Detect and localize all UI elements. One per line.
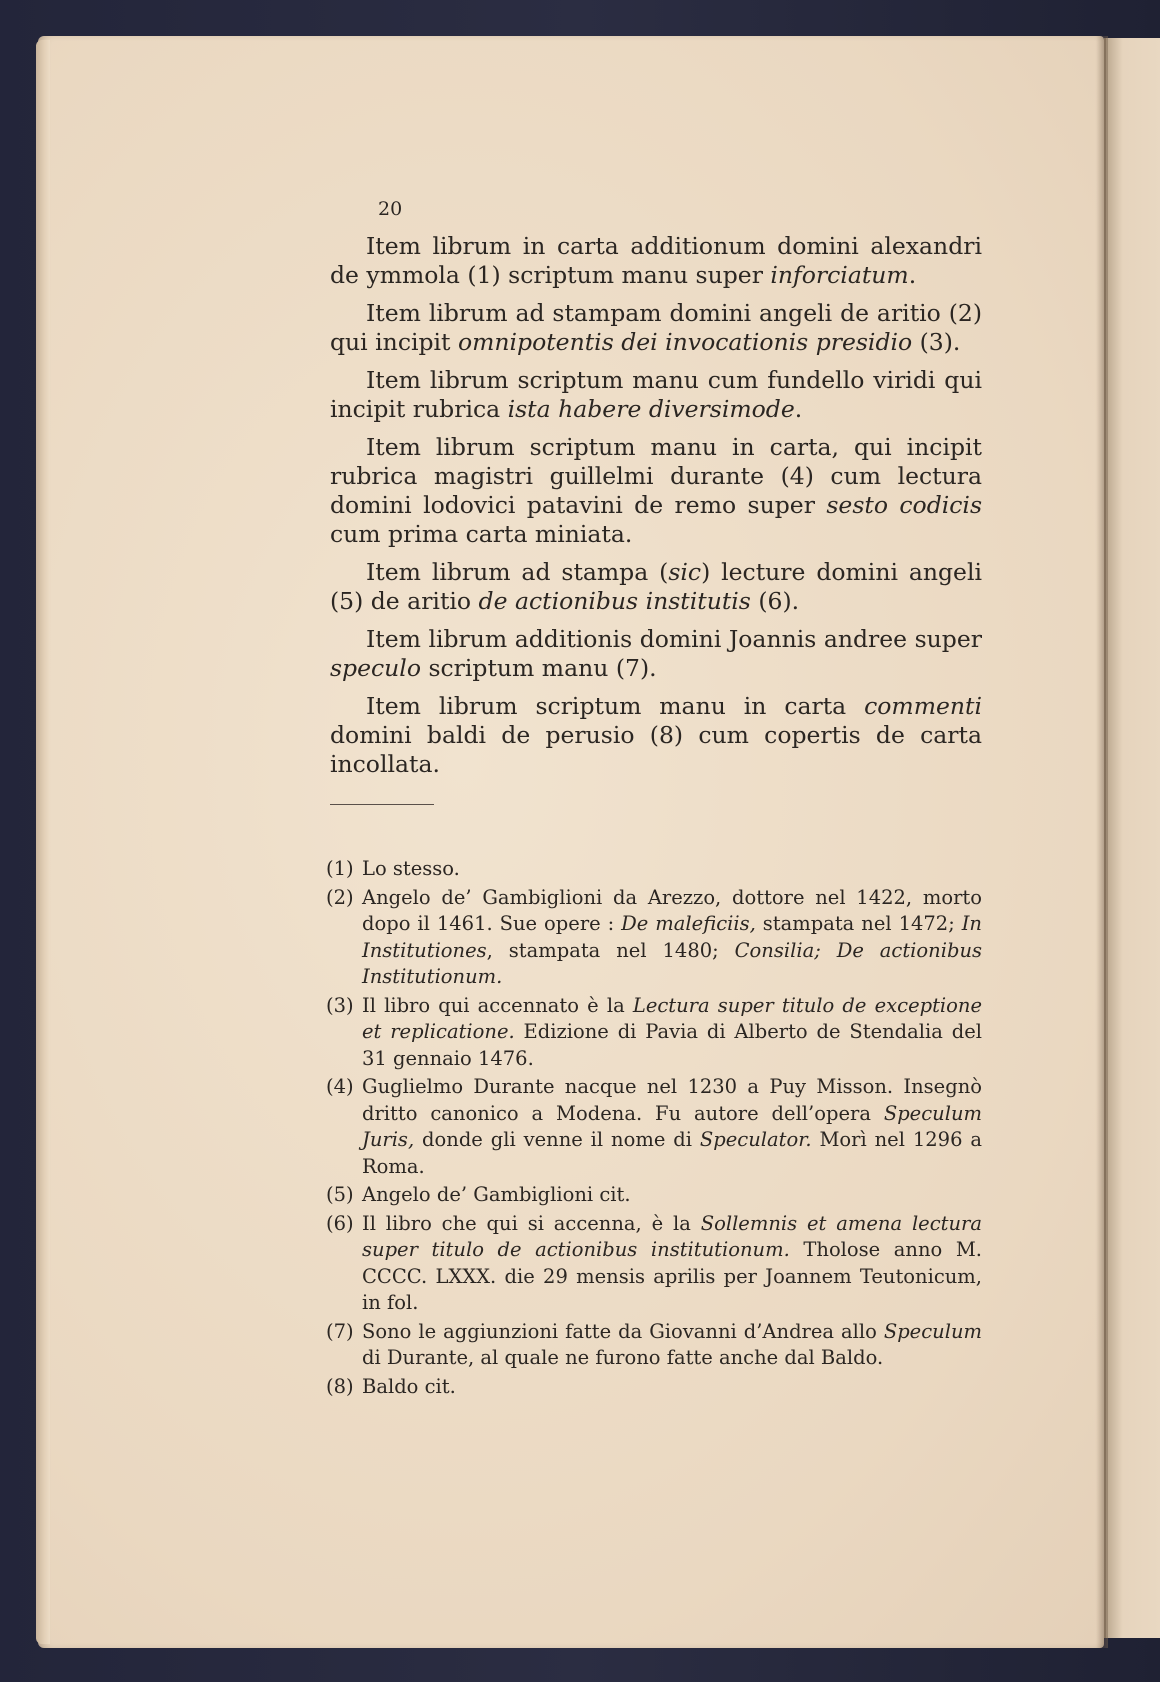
entry-5: Item librum ad stampa (sic) lecture domini angeli (5) de aritio de actionibus institutis (6). [330,558,982,615]
footnote-6: (6) Il libro che qui si accenna, è la Sollemnis et amena lectura super titulo de actionibus institutionum. Tholose anno M. CCCC. LXXX. die 29 mensis aprilis per Joannem Teutonicum, in fol. [326,1211,983,1314]
footnote-number: (6) [326,1211,354,1235]
page-left-edge [36,40,50,1644]
binding-shadow [1096,36,1108,1648]
footnote-7: (7) Sono le aggiunzioni fatte da Giovanni d’Andrea allo Speculum di Durante, al quale ne furono fatte anche dal Baldo. [326,1319,982,1369]
footnote-number: (1) [326,857,354,880]
entry-2: Item librum ad stampam domini angeli de aritio (2) qui incipit omnipotentis dei invocationis presidio (3). [330,299,982,356]
footnote-number: (2) [326,885,354,909]
next-page-edge [1104,38,1160,1638]
entry-4: Item librum scriptum manu in carta, qui incipit rubrica magistri guillelmi durante (4) cum lectura domini lodovici patavini de remo super sesto codicis cum prima carta miniata. [330,433,983,548]
footnote-number: (4) [326,1075,354,1098]
footnote-4: (4) Guglielmo Durante nacque nel 1230 a Puy Misson. Insegnò dritto canonico a Modena. Fu autore dell’opera Speculum Juris, donde gli venne il nome di Speculator. Morì nel 1296 a Roma. [326,1075,982,1178]
footnote-8: (8) Baldo cit. [326,1374,982,1401]
footnote-number: (7) [326,1319,354,1343]
footnote-1: (1) Lo stesso. [326,856,982,883]
inventory-entries [330,232,982,788]
entry-7: Item librum scriptum manu in carta commenti domini baldi de perusio (8) cum copertis de carta incollata. [330,692,982,778]
footnote-2: (2) Angelo de’ Gambiglioni da Arezzo, dottore nel 1422, morto dopo il 1461. Sue opere : De maleficiis, stampata nel 1472; In Institutiones, stampata nel 1480; Consilia; De actionibus Institutionum. [326,885,983,988]
footnote-number: (5) [326,1183,354,1206]
page-number: 20 [378,198,403,220]
footnote-number: (3) [326,993,354,1017]
footnote-number: (8) [326,1374,354,1398]
footnote-5: (5) Angelo de’ Gambiglioni cit. [326,1182,982,1209]
entry-6: Item librum additionis domini Joannis andree super speculo scriptum manu (7). [330,625,982,682]
entry-3: Item librum scriptum manu cum fundello viridi qui incipit rubrica ista habere diversimode. [330,366,982,423]
footnotes [326,856,982,1402]
footnote-separator [330,804,434,805]
entry-1: Item librum in carta additionum domini alexandri de ymmola (1) scriptum manu super inforciatum. [330,232,982,289]
footnote-3: (3) Il libro qui accennato è la Lectura super titulo de exceptione et replicatione. Edizione di Pavia di Alberto de Stendalia del 31 gennaio 1476. [326,993,982,1070]
